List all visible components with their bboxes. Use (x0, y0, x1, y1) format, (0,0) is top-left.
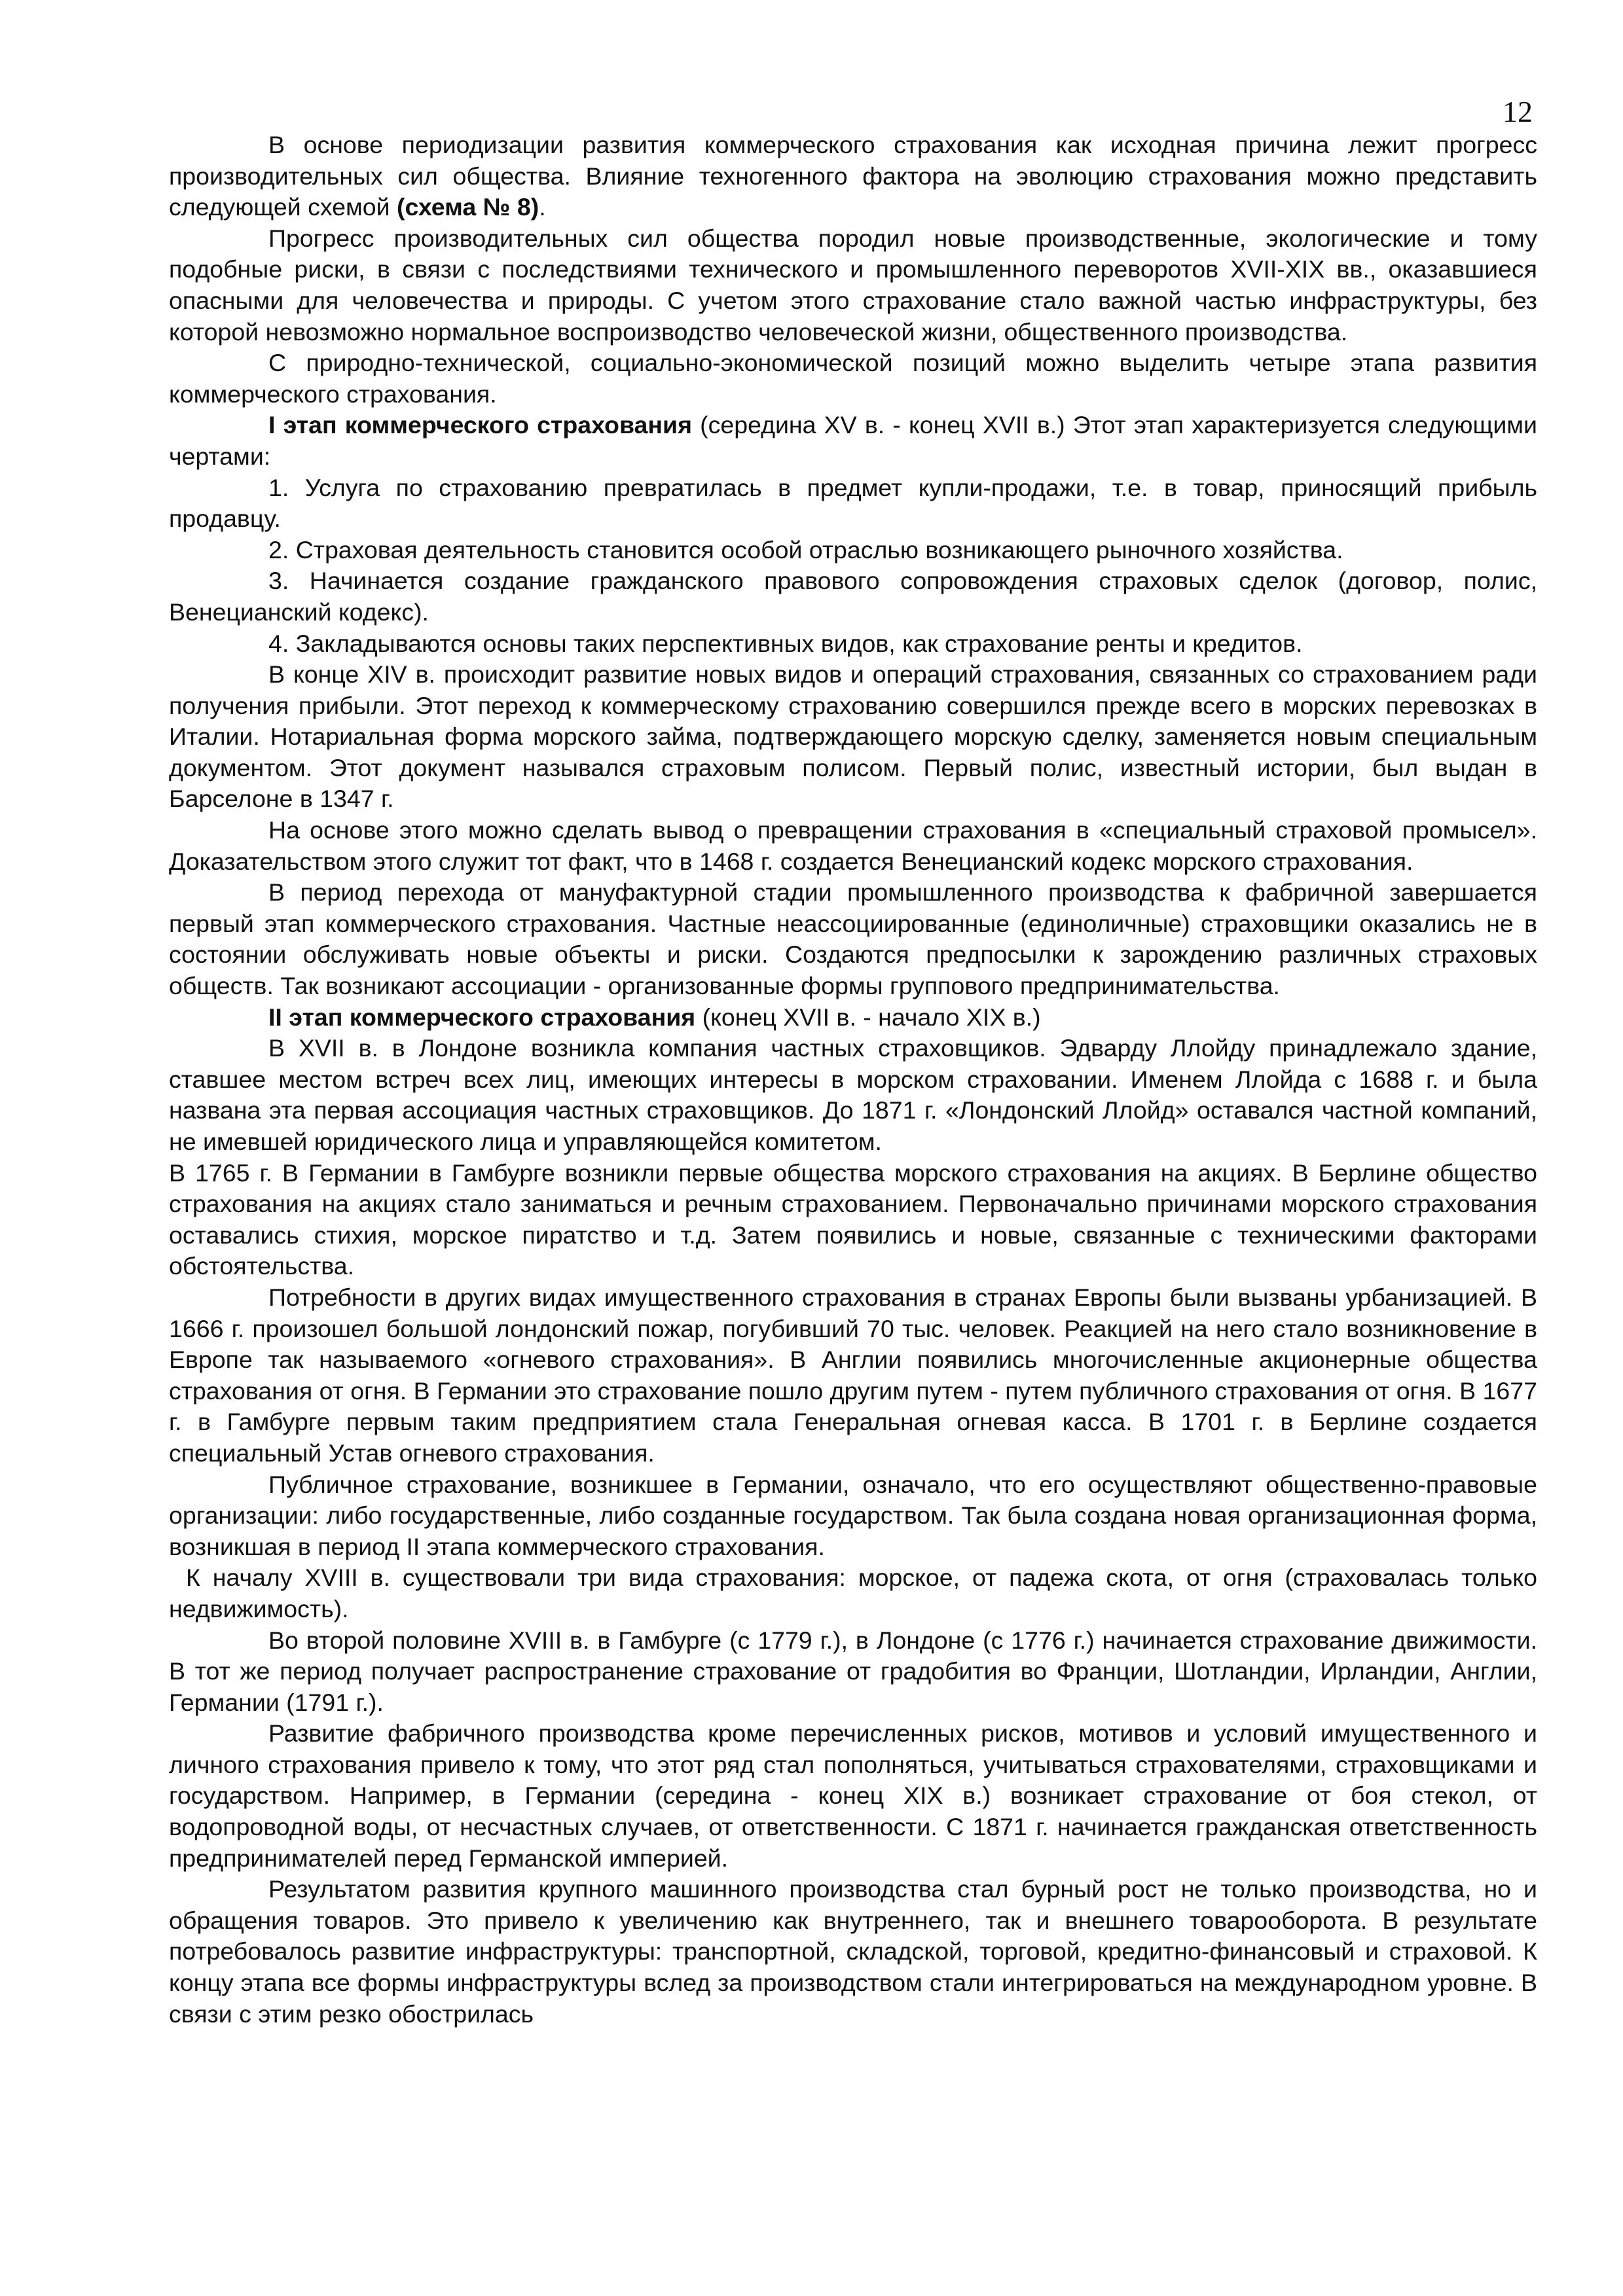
paragraph-10: Публичное страхование, возникшее в Германии, означало, что его осуществляют общественно-правовые организации: либо государственные, либо созданные государством. Так была создана новая организационная форма, возникшая в период II этапа коммерческого страхования. (169, 1470, 1537, 1560)
paragraph-1: В основе периодизации развития коммерческого страхования как исходная причина лежит прогресс производительных сил общества. Влияние техногенного фактора на эволюцию страхования можно представить следующей схемой (схема № 8). (169, 131, 1537, 221)
paragraph-14: Результатом развития крупного машинного производства стал бурный рост не только производства, но и обращения товаров. Это привело к увеличению как внутреннего, так и внешнего товарооборота. В результате потребовалось развитие инфраструктуры: транспортной, складской, торговой, кредитно-финансовый и страховой. К концу этапа все формы инфраструктуры вслед за производством стали интегрироваться на международном уровне. В связи с этим резко обострилась (169, 1875, 1537, 2028)
paragraph-9: Потребности в других видах имущественного страхования в странах Европы были вызваны урбанизацией. В 1666 г. произошел большой лондонский пожар, погубивший 70 тыс. человек. Реакцией на него стало возникновение в Европе так называемого «огневого страхования». В Англии появились многочисленные акционерные общества страхования от огня. В Германии это страхование пошло другим путем - путем публичного страхования от огня. В 1677 г. в Гамбурге первым таким предприятием стала Генеральная огневая касса. В 1701 г. в Берлине создается специальный Устав огневого страхования. (169, 1283, 1537, 1467)
page-number: 12 (1503, 95, 1533, 128)
paragraph-3: С природно-технической, социально-экономической позиций можно выделить четыре этапа развития коммерческого страхования. (169, 349, 1537, 408)
paragraph-11: К началу XVIII в. существовали три вида страхования: морское, от падежа скота, от огня (страховалась только недвижимость). (169, 1564, 1537, 1623)
list-item-3: 3. Начинается создание гражданского правового сопровождения страховых сделок (договор, полис, Венецианский кодекс). (169, 567, 1537, 626)
list-item-2: 2. Страховая деятельность становится особой отраслью возникающего рыночного хозяйства. (268, 535, 1343, 564)
paragraph-8: В 1765 г. В Германии в Гамбурге возникли первые общества морского страхования на акциях. В Берлине общество страхования на акциях стало заниматься и речным страхованием. Первоначально причинами морского страхования оставались стихия, морское пиратство и т.д. Затем появились и новые, связанные с техническими факторами обстоятельства. (169, 1158, 1537, 1280)
paragraph-6: В период перехода от мануфактурной стадии промышленного производства к фабричной завершается первый этап коммерческого страхования. Частные неассоциированные (единоличные) страховщики оказались не в состоянии обслуживать новые объекты и риски. Создаются предпосылки к зарождению различных страховых обществ. Так возникают ассоциации - организованные формы группового предпринимательства. (169, 878, 1537, 1000)
paragraph-13: Развитие фабричного производства кроме перечисленных рисков, мотивов и условий имущественного и личного страхования привело к тому, что этот ряд стал пополняться, учитываться страхователями, страховщиками и государством. Например, в Германии (середина - конец XIX в.) возникает страхование от боя стекол, от водопроводной воды, от несчастных случаев, от ответственности. С 1871 г. начинается гражданская ответственность предпринимателей перед Германской империей. (169, 1719, 1537, 1872)
paragraph-5: На основе этого можно сделать вывод о превращении страхования в «специальный страховой промысел». Доказательством этого служит тот факт, что в 1468 г. создается Венецианский кодекс морского страхования. (169, 816, 1537, 875)
list-item-4: 4. Закладываются основы таких перспективных видов, как страхование ренты и кредитов. (268, 629, 1303, 657)
paragraph-4: В конце XIV в. происходит развитие новых видов и операций страхования, связанных со страхованием ради получения прибыли. Этот переход к коммерческому страхованию совершился прежде всего в морских перевозках в Италии. Нотариальная форма морского займа, подтверждающего морскую сделку, заменяется новым специальным документом. Этот документ назывался страховым полисом. Первый полис, известный истории, был выдан в Барселоне в 1347 г. (169, 660, 1537, 813)
stage-2-heading: II этап коммерческого страхования (конец XVII в. - начало XIX в.) (268, 1003, 1041, 1031)
paragraph-12: Во второй половине XVIII в. в Гамбурге (с 1779 г.), в Лондоне (с 1776 г.) начинается страхование движимости. В тот же период получает распространение страхование от градобития во Франции, Шотландии, Ирландии, Англии, Германии (1791 г.). (169, 1626, 1537, 1716)
body-text (169, 130, 1537, 2030)
paragraph-2: Прогресс производительных сил общества породил новые производственные, экологические и тому подобные риски, в связи с последствиями технического и промышленного переворотов XVII-XIX вв., оказавшиеся опасными для человечества и природы. С учетом этого страхование стало важной частью инфраструктуры, без которой невозможно нормальное воспроизводство человеческой жизни, общественного производства. (169, 224, 1537, 346)
paragraph-7: В XVII в. в Лондоне возникла компания частных страховщиков. Эдварду Ллойду принадлежало здание, ставшее местом встреч всех лиц, имеющих интересы в морском страховании. Именем Ллойда с 1688 г. и была названа эта первая ассоциация частных страховщиков. До 1871 г. «Лондонский Ллойд» оставался частной компаний, не имевшей юридического лица и управляющейся комитетом. (169, 1034, 1537, 1155)
list-item-1: 1. Услуга по страхованию превратилась в предмет купли-продажи, т.е. в товар, приносящий прибыль продавцу. (169, 473, 1537, 533)
stage-1-heading: I этап коммерческого страхования (середина XV в. - конец XVII в.) Этот этап характеризуется следующими чертами: (169, 411, 1537, 470)
